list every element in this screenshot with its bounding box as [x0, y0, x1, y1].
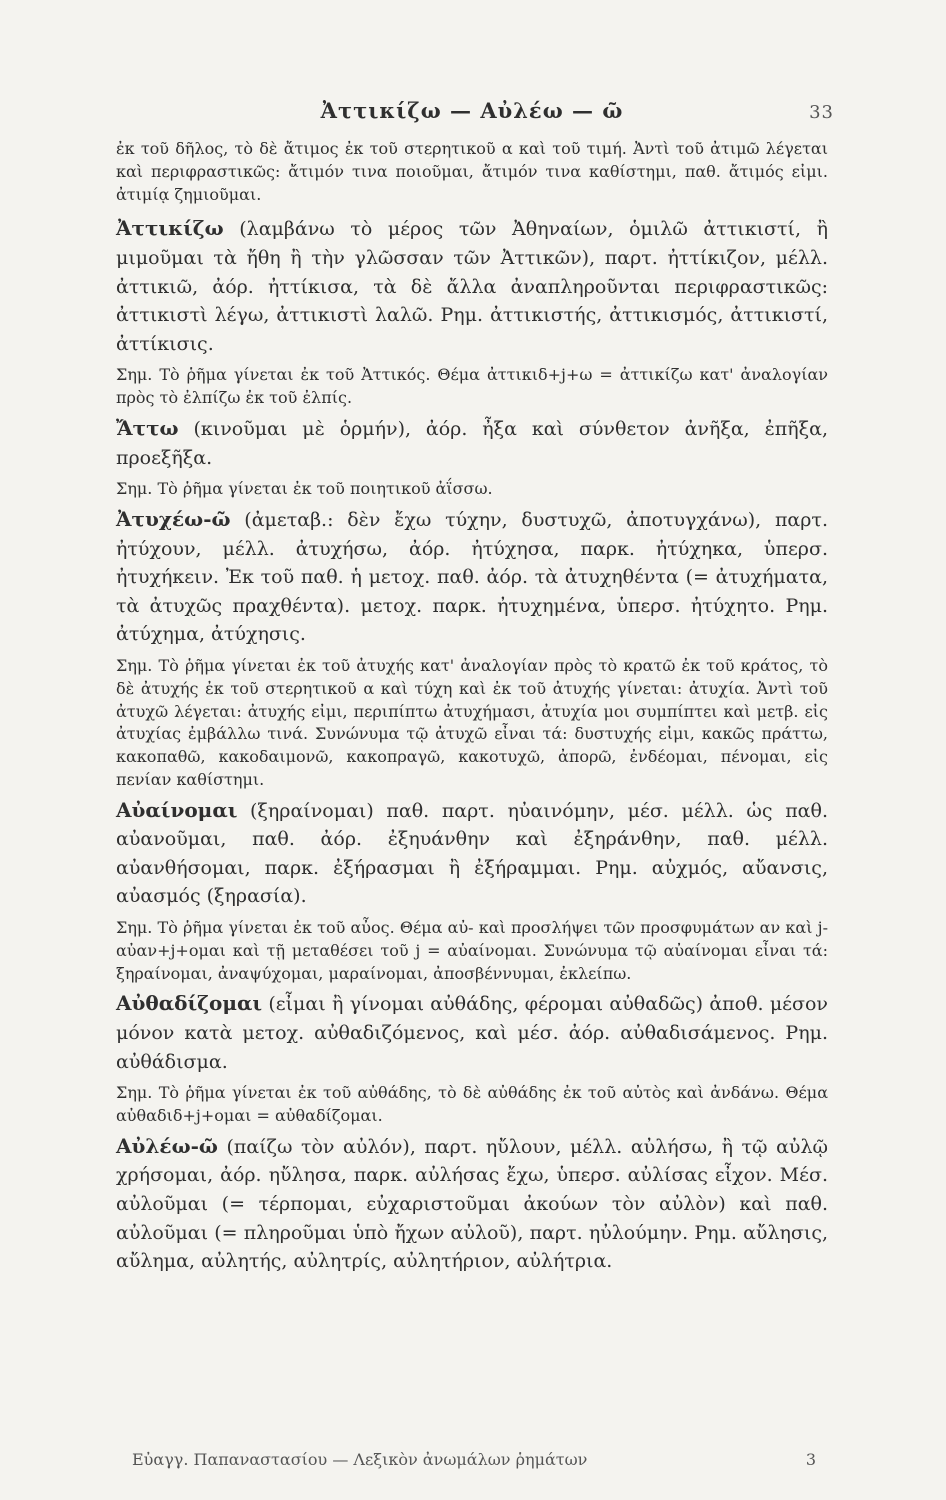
entry-headword: Ἄττω	[116, 415, 179, 440]
page-footer	[132, 1450, 816, 1469]
entry-attikizo	[116, 214, 828, 410]
entry-atycheo	[116, 505, 828, 792]
entry-headword: Ἀτυχέω-ῶ	[116, 506, 231, 531]
signature-mark: 3	[805, 1450, 816, 1469]
entry-note: Σημ. Τὸ ῥῆμα γίνεται ἐκ τοῦ Ἀττικός. Θέμα ἀττικιδ+j+ω = ἀττικίζω κατ' ἀναλογίαν πρὸς τὸ ἐλπίζω ἐκ τοῦ ἐλπίς.	[116, 365, 828, 408]
entry-paragraph	[116, 1132, 828, 1276]
entry-note: Σημ. Τὸ ῥῆμα γίνεται ἐκ τοῦ ἀτυχής κατ' ἀναλογίαν πρὸς τὸ κρατῶ ἐκ τοῦ κράτος, τὸ δὲ ἀτυχής ἐκ τοῦ στερητικοῦ α καὶ τύχη καὶ ἐκ τοῦ ἀτυχής γίνεται: ἀτυχία. Ἀντὶ τοῦ ἀτυχῶ λέγεται: ἀτυχής εἰμι, περιπίπτω ἀτυχήμασι, ἀτυχία μοι συμπίπτει καὶ μετβ. εἰς ἀτυχίας ἐμβάλλω τινά. Συνώνυμα τῷ ἀτυχῶ εἶναι τά: δυστυχής εἰμι, κακῶς πράττω, κακοπαθῶ, κακοδαιμονῶ, κακοπραγῶ, κακοτυχῶ, ἀπορῶ, ἐνδέομαι, πένομαι, εἰς πενίαν καθίστημι.	[116, 655, 828, 789]
entry-authadizomai	[116, 989, 828, 1127]
entry-paragraph	[116, 414, 828, 472]
entry-note: Σημ. Τὸ ῥῆμα γίνεται ἐκ τοῦ αὐθάδης, τὸ δὲ αὐθάδης ἐκ τοῦ αὐτὸς καὶ ἀνδάνω. Θέμα αὐθαδιδ+j+ομαι = αὐθαδίζομαι.	[116, 1083, 828, 1126]
intro-note: ἐκ τοῦ δῆλος, τὸ δὲ ἄτιμος ἐκ τοῦ στερητικοῦ α καὶ τοῦ τιμή. Ἀντὶ τοῦ ἀτιμῶ λέγεται καὶ περιφραστικῶς: ἄτιμόν τινα ποιοῦμαι, ἄτιμόν τινα καθίστημι, παθ. ἄτιμός εἰμι. ἀτιμίᾳ ζημιοῦμαι.	[116, 139, 828, 204]
entry-paragraph	[116, 214, 828, 358]
entry-paragraph	[116, 796, 828, 911]
entry-paragraph	[116, 505, 828, 649]
entry-auainomai	[116, 796, 828, 986]
running-title: Ἀττικίζω — Αὐλέω — ῶ	[320, 98, 624, 123]
entry-body: (κινοῦμαι μὲ ὁρμήν), ἀόρ. ἦξα καὶ σύνθετον ἀνῆξα, ἐπῆξα, προεξῆξα.	[116, 417, 828, 469]
entry-headword: Αὐλέω-ῶ	[116, 1133, 218, 1158]
entry-auleo	[116, 1132, 828, 1276]
entry-body: (λαμβάνω τὸ μέρος τῶν Ἀθηναίων, ὁμιλῶ ἀττικιστί, ἢ μιμοῦμαι τὰ ἤθη ἢ τὴν γλῶσσαν τῶν Ἀττικῶν), παρτ. ἠττίκιζον, μέλλ. ἀττικιῶ, ἀόρ. ἠττίκισα, τὰ δὲ ἄλλα ἀναπληροῦνται περιφραστικῶς: ἀττικιστὶ λέγω, ἀττικιστὶ λαλῶ. Ρημ. ἀττικιστής, ἀττικισμός, ἀττικιστί, ἀττίκισις.	[116, 218, 828, 355]
entry-headword: Αὐαίνομαι	[116, 797, 238, 822]
entry-headword: Ἀττικίζω	[116, 216, 224, 241]
entry-note: Σημ. Τὸ ῥῆμα γίνεται ἐκ τοῦ αὖος. Θέμα αὐ- καὶ προσλήψει τῶν προσφυμάτων αν καὶ j- αὐαν+j+ομαι καὶ τῇ μεταθέσει τοῦ j = αὐαίνομαι. Συνώνυμα τῷ αὐαίνομαι εἶναι τά: ξηραίνομαι, ἀναψύχομαι, μαραίνομαι, ἀποσβέννυμαι, ἐκλείπω.	[116, 918, 828, 983]
entry-body: (εἶμαι ἢ γίνομαι αὐθάδης, φέρομαι αὐθαδῶς) ἀποθ. μέσον μόνον κατὰ μετοχ. αὐθαδιζόμενος, καὶ μέσ. ἀόρ. αὐθαδισάμενος. Ρημ. αὐθάδισμα.	[116, 993, 828, 1073]
footer-citation: Εὐαγγ. Παπαναστασίου — Λεξικὸν ἀνωμάλων ῥημάτων	[132, 1450, 588, 1469]
entry-body: (ἀμεταβ.: δὲν ἔχω τύχην, δυστυχῶ, ἀποτυγχάνω), παρτ. ἠτύχουν, μέλλ. ἀτυχήσω, ἀόρ. ἠτύχησα, παρκ. ἠτύχηκα, ὑπερσ. ἠτυχήκειν. Ἐκ τοῦ παθ. ἡ μετοχ. παθ. ἀόρ. τὰ ἀτυχηθέντα (= ἀτυχήματα, τὰ ἀτυχῶς πραχθέντα). μετοχ. παρκ. ἠτυχημένα, ὑπερσ. ἠτύχητο. Ρημ. ἀτύχημα, ἀτύχησις.	[116, 508, 828, 646]
entry-headword: Αὐθαδίζομαι	[116, 991, 263, 1016]
entry-atto	[116, 414, 828, 501]
entry-body: (ξηραίνομαι) παθ. παρτ. ηὐαινόμην, μέσ. μέλλ. ὡς παθ. αὐανοῦμαι, παθ. ἀόρ. ἐξηυάνθην καὶ ἐξηράνθην, παθ. μέλλ. αὐανθήσομαι, παρκ. ἐξήρασμαι ἢ ἐξήραμμαι. Ρημ. αὐχμός, αὔανσις, αὐασμός (ξηρασία).	[116, 799, 828, 908]
page-number: 33	[809, 102, 834, 123]
entry-paragraph	[116, 989, 828, 1076]
entry-body: (παίζω τὸν αὐλόν), παρτ. ηὔλουν, μέλλ. αὐλήσω, ἢ τῷ αὐλῷ χρήσομαι, ἀόρ. ηὔλησα, παρκ. αὐλήσας ἔχω, ὑπερσ. αὐλίσας εἶχον. Μέσ. αὐλοῦμαι (= τέρπομαι, εὐχαριστοῦμαι ἀκούων τὸν αὐλὸν) καὶ παθ. αὐλοῦμαι (= πληροῦμαι ὑπὸ ἤχων αὐλοῦ), παρτ. ηὐλούμην. Ρημ. αὔλησις, αὔλημα, αὐλητής, αὐλητρίς, αὐλητήριον, αὐλήτρια.	[116, 1135, 828, 1273]
entry-note: Σημ. Τὸ ῥῆμα γίνεται ἐκ τοῦ ποιητικοῦ ἀΐσσω.	[116, 479, 493, 499]
running-head	[116, 98, 834, 138]
